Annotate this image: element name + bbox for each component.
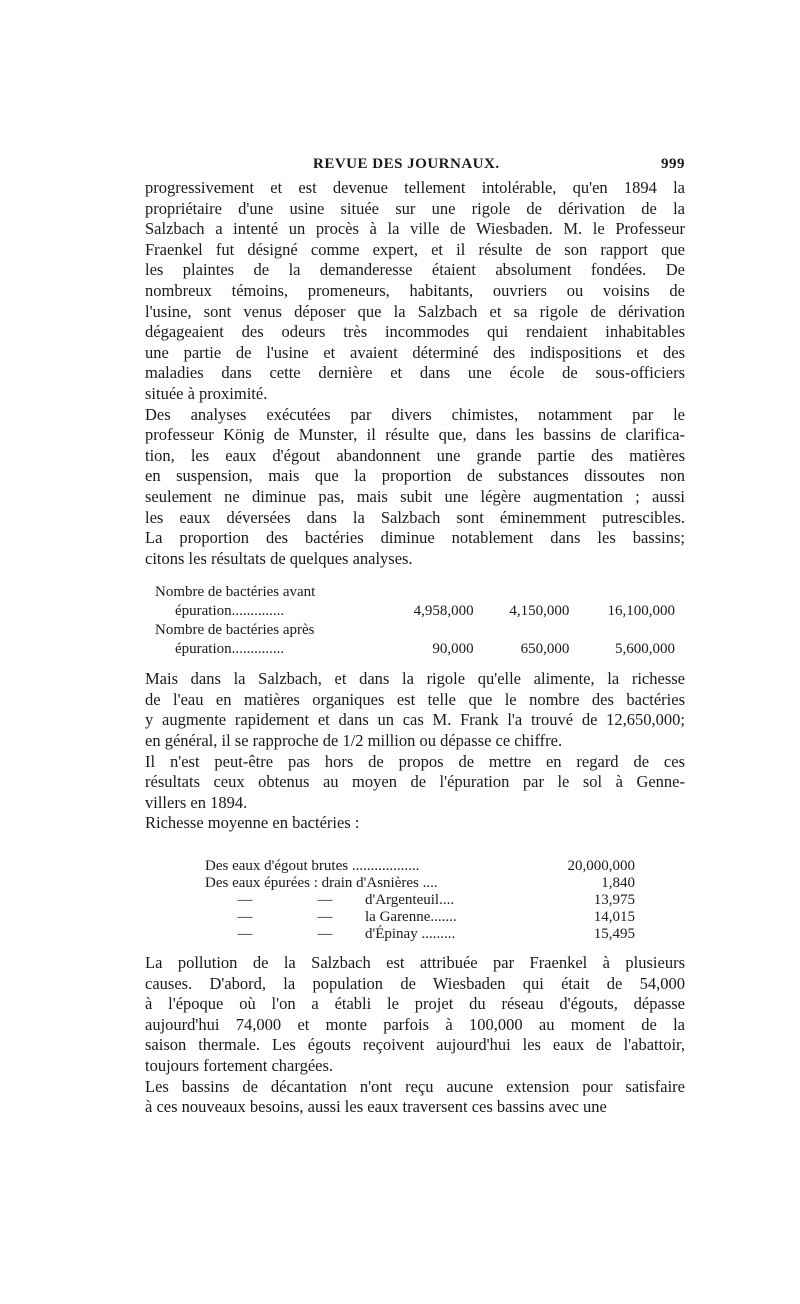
text-line: progressivement et est devenue tellement intolérable, qu'en 1894 la [145,178,685,197]
table-row-label [205,926,535,943]
text-line: y augmente rapidement et dans un cas M. Frank l'a trouvé de 12,650,000; [145,710,685,730]
table-row [205,892,635,909]
table-cell: 5,600,000 [615,641,675,658]
text-line: propriétaire d'une usine située sur une rigole de dérivation de la [145,198,685,218]
text-line: située à proximité. [145,383,268,403]
text-line: maladies dans cette dernière et dans une école de sous-officiers [145,363,685,383]
table-row-label: Des eaux d'égout brutes .................. [205,858,420,875]
text-line: à l'époque où l'on a établi le projet du réseau d'égouts, dépasse [145,994,685,1014]
table-cell: 14,015 [593,909,635,926]
text-line: toujours fortement chargées. [145,1056,334,1075]
text-line: citons les résultats de quelques analyses. [145,548,413,568]
ditto-dash: — [237,892,253,909]
table-cell: 20,000,000 [567,858,635,875]
table-row [155,602,675,621]
text-line: Il n'est peut-être pas hors de propos de mettre en regard de ces [145,751,685,771]
table-row [155,640,675,659]
drain-label: d'Épinay ......... [365,926,456,943]
text-line: en suspension, mais que la proportion de substances dissoutes non [145,466,685,486]
ditto-dash: — [237,909,253,926]
paragraph [145,953,685,1077]
table-cell: 1,840 [601,875,635,892]
text-line: tion, les eaux d'égout abandonnent une grande partie des matières [145,445,685,465]
text-line: causes. D'abord, la population de Wiesbaden qui était de 54,000 [145,973,685,993]
text-line: saison thermale. Les égouts reçoivent aujourd'hui les eaux de l'abattoir, [145,1035,685,1055]
text-line: Les bassins de décantation n'ont reçu aucune extension pour satisfaire [145,1076,685,1096]
text-line: professeur König de Munster, il résulte que, dans les bassins de clarifica- [145,425,685,445]
text-line: seulement ne diminue pas, mais subit une légère augmentation ; aussi [145,486,685,506]
table-row-label [205,909,535,926]
table-cell: 13,975 [593,892,635,909]
text-line: villers en 1894. [145,792,248,812]
text-line: aujourd'hui 74,000 et monte parfois à 100,000 au moment de la [145,1014,685,1034]
gennevilliers-table [205,858,635,943]
running-header [145,150,685,178]
drain-label: d'Argenteuil.... [365,892,455,909]
table-cell: 4,150,000 [509,603,570,620]
text-line: La proportion des bactéries diminue notablement dans les bassins; [145,528,685,548]
table-row-label: Nombre de bactéries après [155,622,315,639]
drain-label: la Garenne....... [365,909,457,926]
table-row-label: Des eaux épurées : drain d'Asnières .... [205,875,438,892]
table-row [155,583,675,602]
paragraph [145,752,685,814]
table-cell: 15,495 [593,926,635,943]
table-row-label: épuration.............. [175,641,285,658]
table-row [205,858,635,875]
text-line: de l'eau en matières organiques est telle que le nombre des bactéries [145,689,685,709]
text-line: Richesse moyenne en bactéries : [145,813,360,833]
text-line: nombreux témoins, promeneurs, habitants, ouvriers ou voisins de [145,280,685,300]
paragraph [145,813,685,834]
page-number: 999 [661,156,685,172]
paragraph [145,669,685,751]
table-row-label: épuration.............. [175,603,285,620]
table-row [205,926,635,943]
table-row [155,621,675,640]
text-line: Des analyses exécutées par divers chimistes, notamment par le [145,404,685,424]
table-row [205,909,635,926]
text-line: Fraenkel fut désigné comme expert, et il résulte de son rapport que [145,239,685,259]
ditto-dash: — [317,909,333,926]
paragraph [145,1077,685,1118]
text-line: à ces nouveaux besoins, aussi les eaux traversent ces bassins avec une [145,1097,607,1117]
table-cell: 90,000 [432,641,474,658]
paragraph [145,405,685,570]
ditto-dash: — [317,926,333,943]
text-line: dégageaient des odeurs très incommodes qui rendaient inhabitables [145,322,685,342]
text-line: Mais dans la Salzbach, et dans la rigole qu'elle alimente, la richesse [145,669,685,689]
text-line: les eaux déversées dans la Salzbach sont éminemment putrescibles. [145,507,685,527]
paragraph [145,178,685,405]
text-line: les plaintes de la demanderesse étaient absolument fondées. De [145,260,685,280]
table-cell: 4,958,000 [413,603,474,620]
ditto-dash: — [317,892,333,909]
table-row [205,875,635,892]
text-line: une partie de l'usine et avaient déterminé des indispositions et des [145,342,685,362]
ditto-dash: — [237,926,253,943]
table-cell: 16,100,000 [607,603,675,620]
text-line: en général, il se rapproche de 1/2 million ou dépasse ce chiffre. [145,731,563,751]
document-page [145,150,685,1118]
text-line: Salzbach a intenté un procès à la ville de Wiesbaden. M. le Professeur [145,219,685,239]
text-line: l'usine, sont venus déposer que la Salzbach et sa rigole de dérivation [145,301,685,321]
table-cell: 650,000 [520,641,570,658]
table-row-label [205,892,535,909]
text-line: résultats ceux obtenus au moyen de l'épuration par le sol à Genne- [145,772,685,792]
text-line: La pollution de la Salzbach est attribuée par Fraenkel à plusieurs [145,953,685,973]
bacteria-table [155,583,675,659]
table-row-label: Nombre de bactéries avant [155,584,316,601]
running-title: REVUE DES JOURNAUX. [313,156,500,172]
